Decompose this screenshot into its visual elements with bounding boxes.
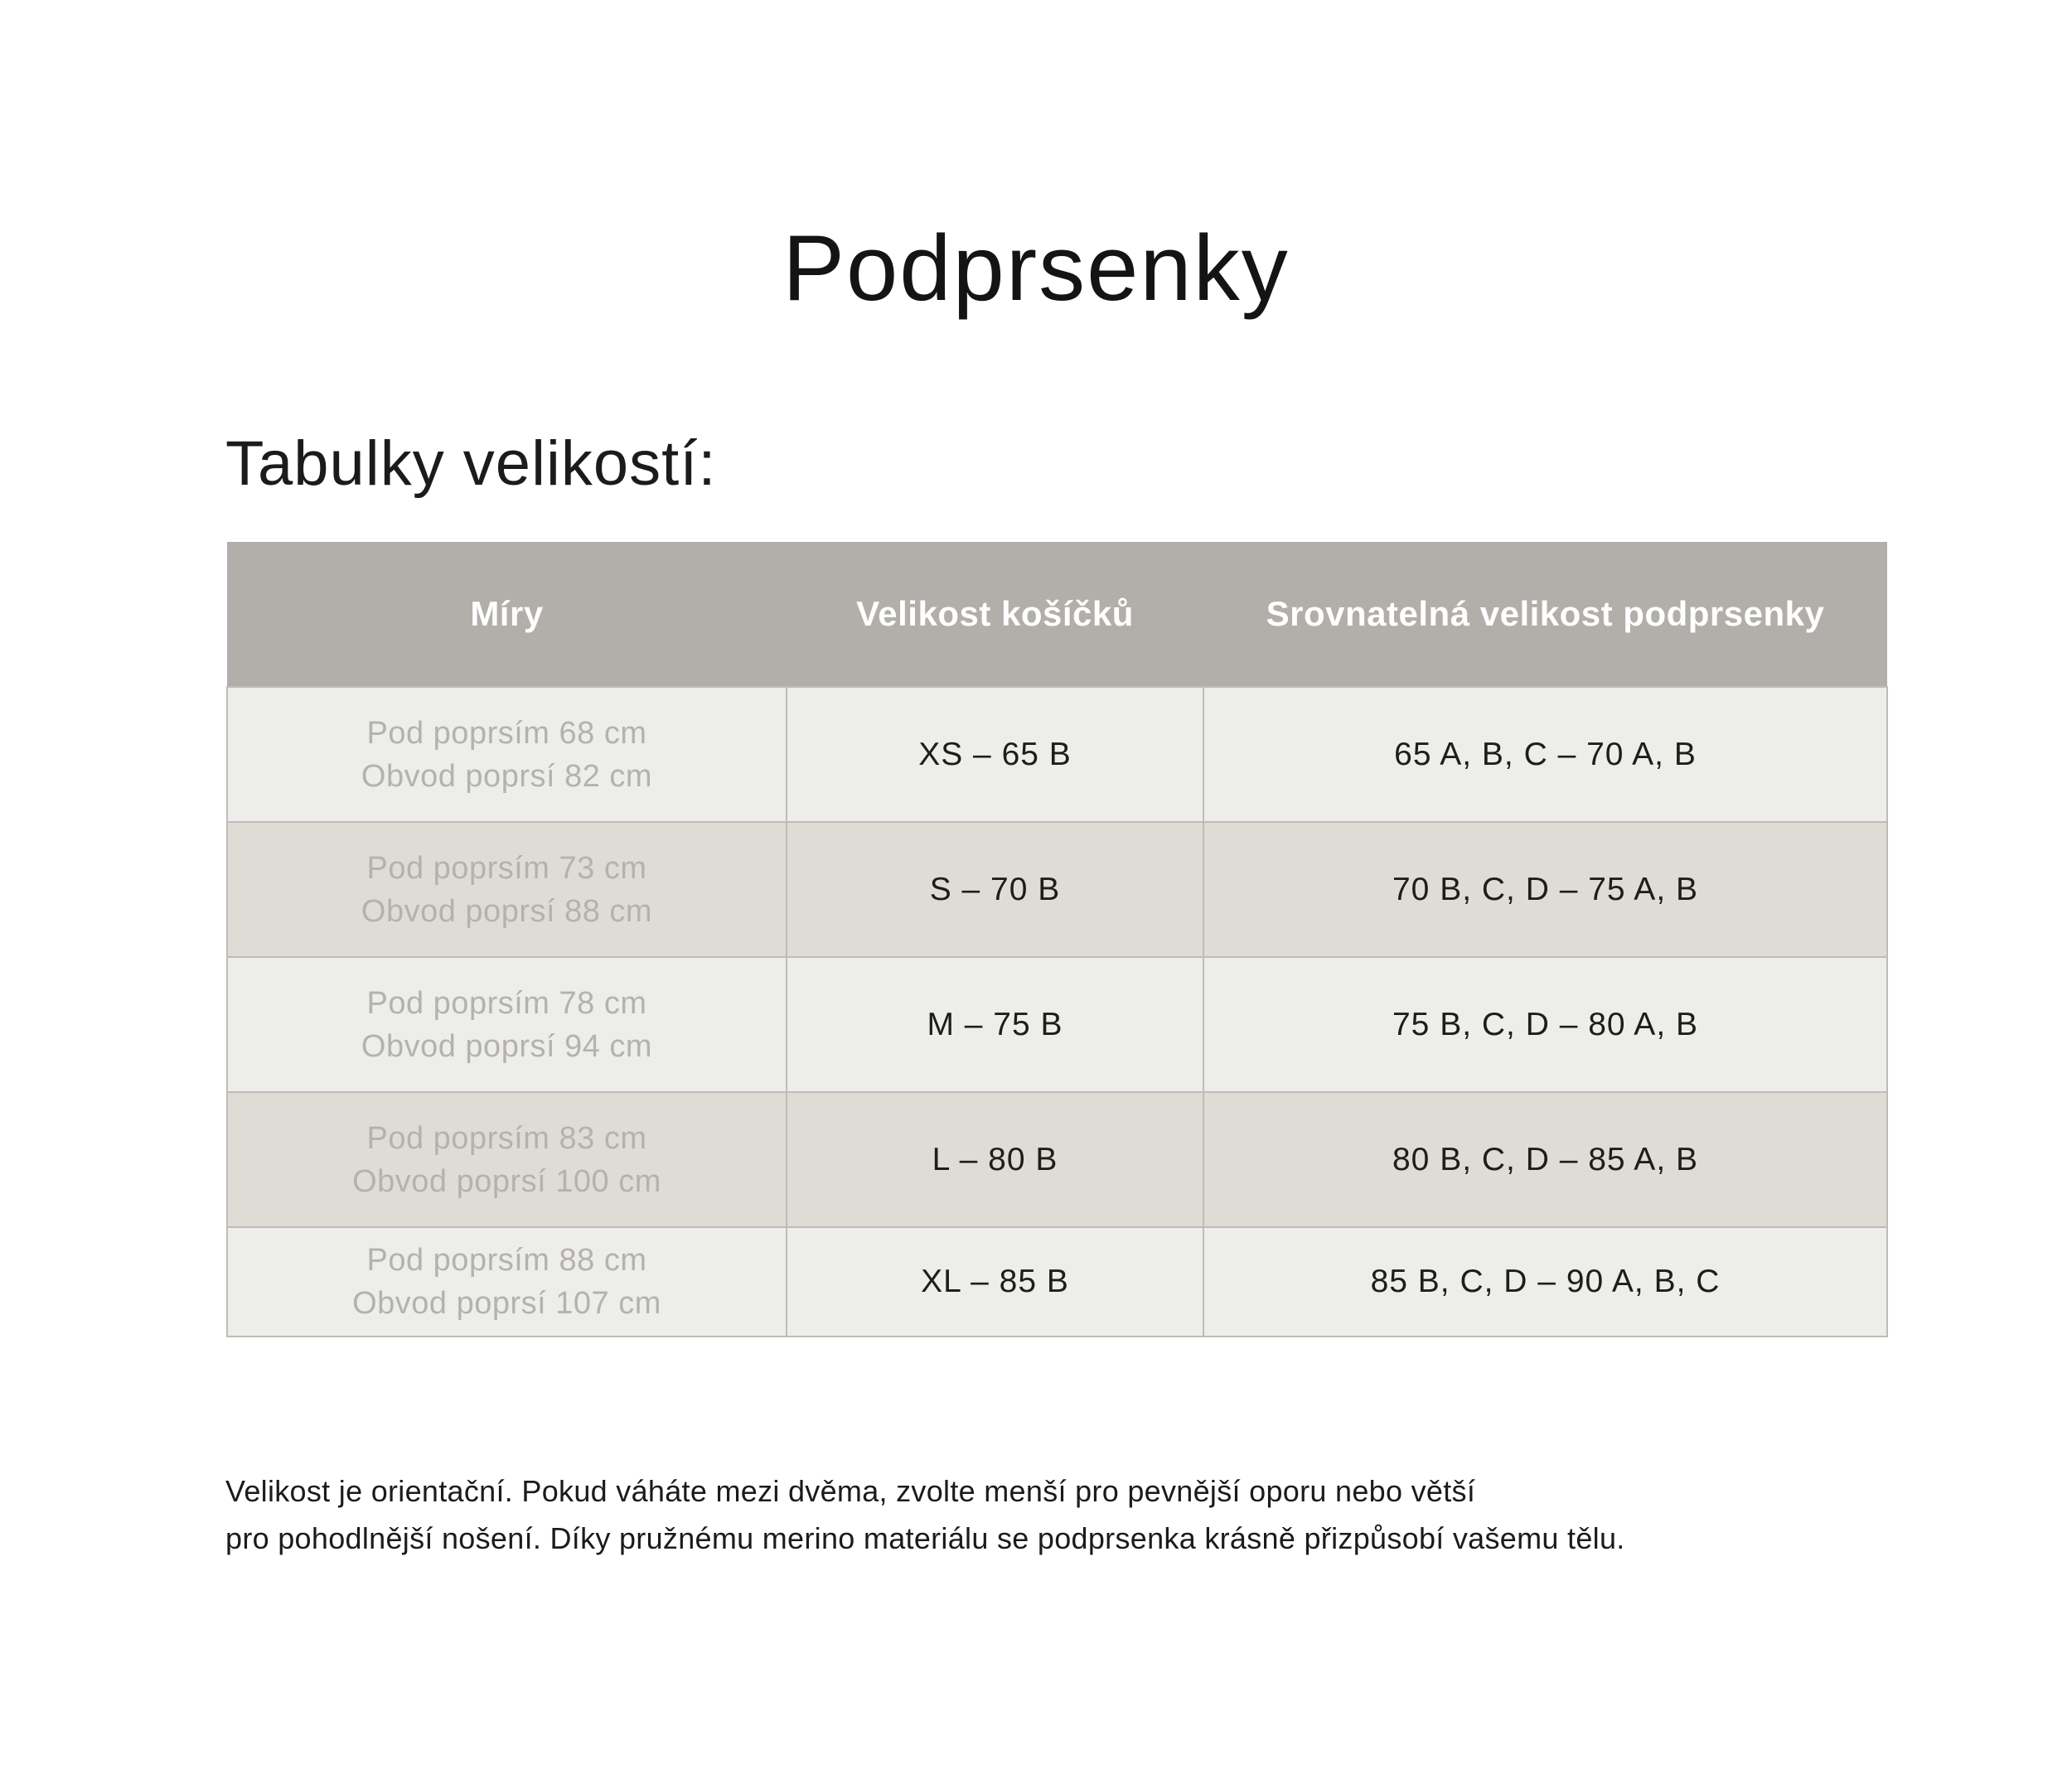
measurement-line: Pod poprsím 73 cm [366, 850, 647, 886]
measurements-cell [227, 957, 787, 1092]
table-row [227, 822, 1887, 957]
comparable-size-cell: 75 B, C, D – 80 A, B [1203, 957, 1887, 1092]
measurement-line: Pod poprsím 83 cm [366, 1120, 647, 1156]
comparable-size-cell: 85 B, C, D – 90 A, B, C [1203, 1227, 1887, 1337]
size-note-line-1: Velikost je orientační. Pokud váháte mezi dvěma, zvolte menší pro pevnější oporu nebo větší [225, 1474, 1476, 1508]
measurements-cell [227, 1092, 787, 1227]
size-note [225, 1467, 1625, 1562]
table-header-row [227, 542, 1887, 687]
table-row [227, 957, 1887, 1092]
measurement-line: Obvod poprsí 107 cm [352, 1286, 661, 1321]
cup-size-cell: M – 75 B [787, 957, 1203, 1092]
comparable-size-cell: 80 B, C, D – 85 A, B [1203, 1092, 1887, 1227]
column-header-cup-size: Velikost košíčků [787, 542, 1203, 687]
table-row [227, 687, 1887, 822]
size-note-line-2: pro pohodlnější nošení. Díky pružnému merino materiálu se podprsenka krásně přizpůsobí vašemu tělu. [225, 1521, 1625, 1555]
section-heading: Tabulky velikostí: [225, 428, 717, 499]
measurement-line: Obvod poprsí 100 cm [352, 1163, 661, 1199]
table-row [227, 1227, 1887, 1337]
measurement-line: Obvod poprsí 88 cm [361, 893, 653, 929]
measurements-cell [227, 687, 787, 822]
measurement-line: Obvod poprsí 94 cm [361, 1028, 653, 1064]
cup-size-cell: XS – 65 B [787, 687, 1203, 822]
measurement-line: Obvod poprsí 82 cm [361, 758, 653, 794]
measurement-line: Pod poprsím 88 cm [366, 1243, 647, 1278]
column-header-measurements: Míry [227, 542, 787, 687]
comparable-size-cell: 70 B, C, D – 75 A, B [1203, 822, 1887, 957]
page-title: Podprsenky [782, 216, 1290, 320]
measurements-cell [227, 1227, 787, 1337]
table-row [227, 1092, 1887, 1227]
cup-size-cell: S – 70 B [787, 822, 1203, 957]
comparable-size-cell: 65 A, B, C – 70 A, B [1203, 687, 1887, 822]
cup-size-cell: L – 80 B [787, 1092, 1203, 1227]
cup-size-cell: XL – 85 B [787, 1227, 1203, 1337]
measurement-line: Pod poprsím 68 cm [366, 715, 647, 751]
measurement-line: Pod poprsím 78 cm [366, 985, 647, 1021]
column-header-comparable-size: Srovnatelná velikost podprsenky [1203, 542, 1887, 687]
measurements-cell [227, 822, 787, 957]
size-table [226, 542, 1888, 1337]
